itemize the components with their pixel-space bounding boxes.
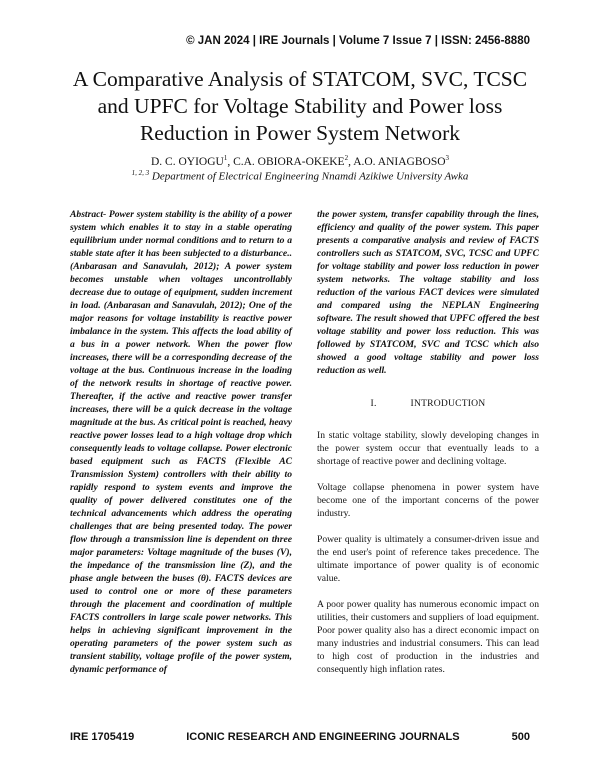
author-affiliation-mark: 2 (344, 154, 349, 162)
intro-paragraph: Voltage collapse phenomena in power system have become one of the important concerns of the power industry. (317, 482, 539, 519)
footer-paper-id: IRE 1705419 (70, 731, 135, 743)
author-name: D. C. OYIOGU (150, 155, 224, 168)
affiliation-text: Department of Electrical Engineering Nnamdi Azikiwe University Awka (151, 170, 469, 183)
section-heading-introduction (317, 397, 539, 410)
paper-title: A Comparative Analysis of STATCOM, SVC, TCSC and UPFC for Voltage Stability and Power loss Reduction in Power System Network (72, 67, 528, 145)
page-footer (70, 731, 530, 743)
affiliation-marks: 1, 2, 3 (131, 169, 150, 177)
footer-journal-name: ICONIC RESEARCH AND ENGINEERING JOURNALS (186, 731, 460, 743)
section-number: I. (370, 398, 377, 409)
intro-paragraph: Power quality is ultimately a consumer-driven issue and the end user's point of reference takes precedence. The ultimate importance of power quality is of economic value. (317, 534, 539, 584)
left-column (70, 208, 292, 676)
intro-paragraph: A poor power quality has numerous economic impact on utilities, their customers and suppliers of load equipment. Poor power quality also has a direct economic impact on many industries and industrial consumers. This can lead to high cost of production in the industries and consequently high inflation rates. (317, 599, 539, 675)
page-number: 500 (511, 731, 530, 743)
author-name: C.A. OBIORA-OKEKE (233, 155, 345, 168)
author-list: D. C. OYIOGU$^1$, C.A. OBIORA-OKEKE$^2$, A.O. ANIAGBOSO$^3$ (150, 154, 450, 168)
abstract-text-left: Abstract- Power system stability is the ability of a power system which enables it to stay in a stable operating equilibrium under normal conditions and to return to a stable state after it has been subjected to a disturbance.. (Anbarasan and Sanavulah, 2012); A power system becomes unstable when voltages uncontrollably decrease due to outage of equipment, sudden increment in load. (Anbarasan and Sanavulah, 2012); One of the major reasons for voltage instability is reactive power imbalance in the system. This affects the load ability of a bus in a power network. When the power flow increases, there will be a corresponding decrease of the voltage at the bus. Continuous increase in the loading of the network results in shortage of reactive power. Thereafter, if the active and reactive power transfer increases, there will be a quick decrease in the voltage magnitude at the bus. As critical point is reached, heavy reactive power losses lead to a high voltage drop which consequently leads to voltage collapse. Power electronic based equipment such as FACTS (Flexible AC Transmission System) controllers with their ability to rapidly respond to system events and improve the quality of power delivered constitutes one of the technical advancements which address the operating challenges that are being presented today. The power flow through a transmission line is dependent on three major parameters: Voltage magnitude of the buses (V), the impedance of the transmission line (Z), and the phase angle between the buses (θ). FACTS devices are used to control one or more of these parameters through the placement and coordination of multiple FACTS controllers in large scale power networks. This helps in achieving significant improvement in the operating parameters of the power system such as transient stability, voltage profile of the power system, dynamic performance of (70, 209, 292, 675)
running-head: © JAN 2024 | IRE Journals | Volume 7 Issue 7 | ISSN: 2456-8880 (186, 35, 530, 47)
affiliation (60, 169, 540, 183)
right-column (317, 208, 539, 689)
author-affiliation-mark: 1 (223, 154, 228, 162)
intro-paragraph: In static voltage stability, slowly developing changes in the power system occur that eventually leads to a shortage of reactive power and declining voltage. (317, 430, 539, 467)
author-affiliation-mark: 3 (445, 154, 450, 162)
author-name: A.O. ANIAGBOSO (353, 155, 446, 168)
abstract-text-right: the power system, transfer capability through the lines, efficiency and quality of the power system. This paper presents a comparative analysis and review of FACTS controllers such as STATCOM, SVC, TCSC and UPFC for voltage stability and power loss reduction in power system networks. The voltage stability and loss reduction of the various FACT devices were simulated and compared using the NEPLAN Engineering software. The result showed that UPFC offered the best voltage stability and power loss reduction. This was followed by STATCOM, SVC and TCSC which also showed a good voltage stability and power loss reduction as well. (317, 209, 539, 376)
section-title: INTRODUCTION (410, 398, 486, 409)
